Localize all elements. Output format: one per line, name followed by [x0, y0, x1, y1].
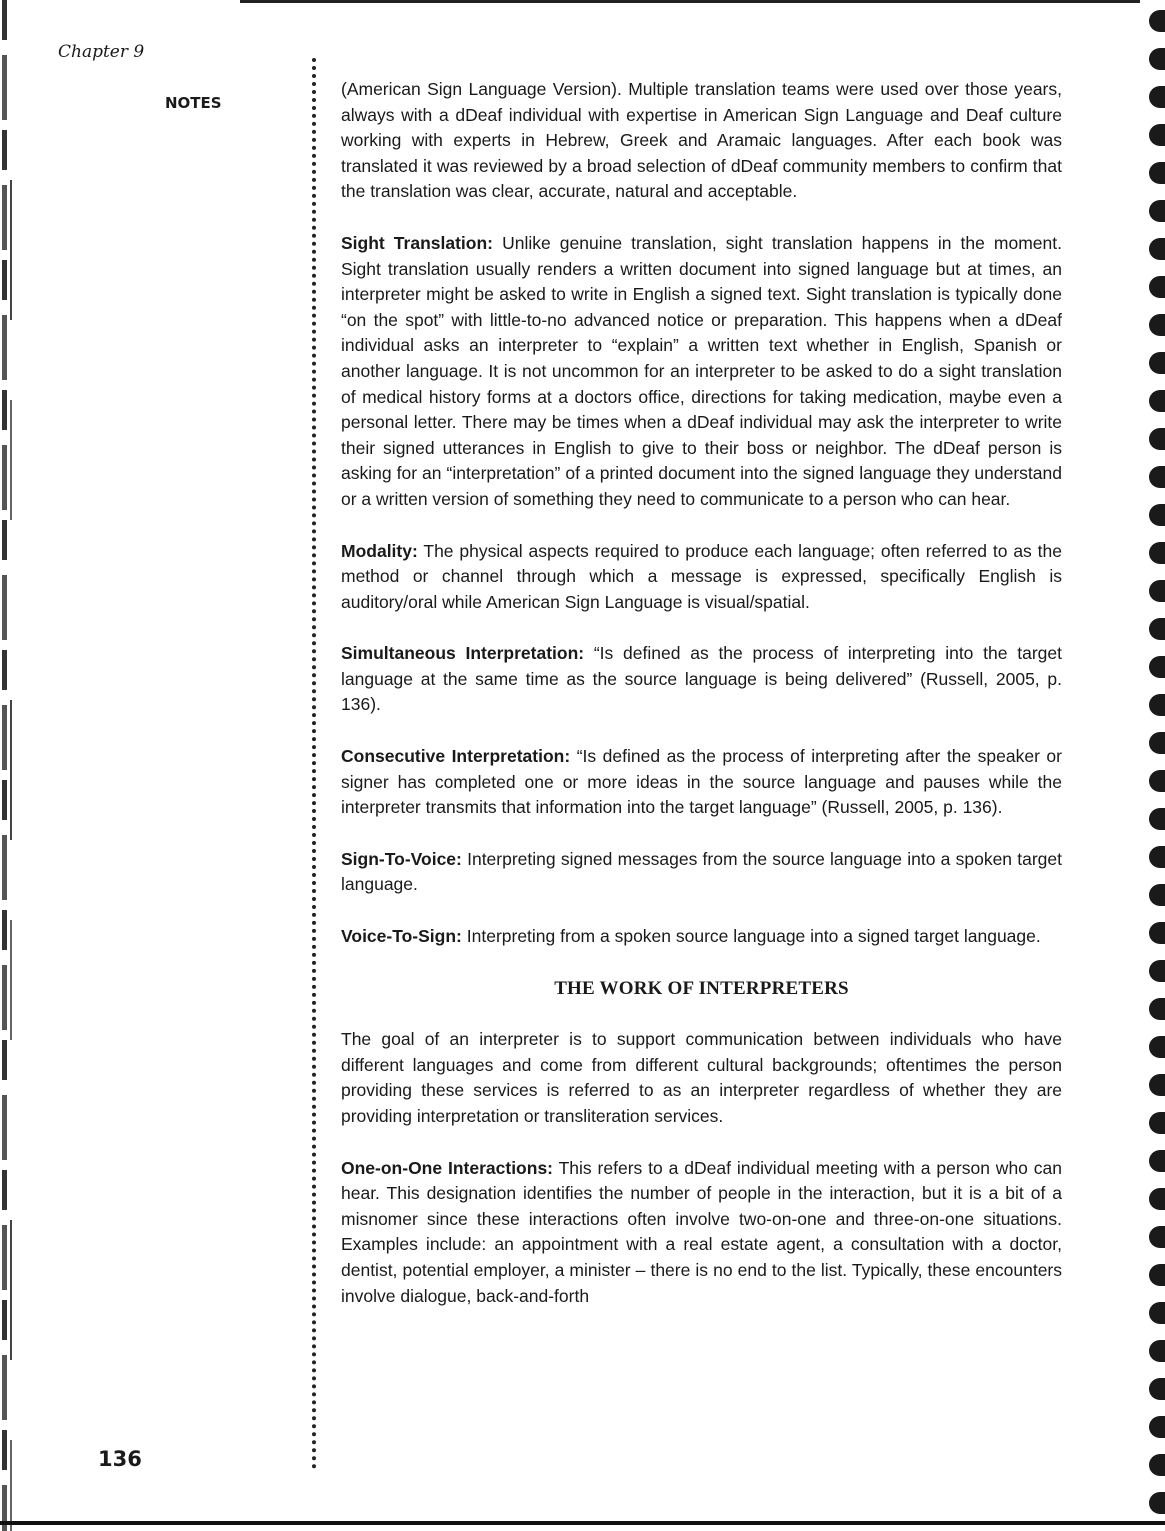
term: Consecutive Interpretation: [341, 746, 571, 767]
binding-hole [1149, 1416, 1165, 1438]
body-text [341, 77, 1062, 1335]
paragraph [341, 231, 1062, 513]
paragraph [341, 924, 1062, 950]
paragraph-text: The physical aspects required to produce each language; often referred to as the method or channel through which a message is expressed, specifically English is auditory/oral while American Sign Language is visual/spatial. [341, 540, 1062, 612]
paragraph-text: “Is defined as the process of interpreting into the target language at the same time as the source language is being delivered” (Russell, 2005, p. 136). [341, 643, 1062, 715]
bottom-scan-border [0, 1521, 1165, 1525]
binding-hole [1149, 48, 1165, 70]
binding-hole [1149, 124, 1165, 146]
binding-hole [1149, 1302, 1165, 1324]
term: Sign-To-Voice: [341, 848, 462, 869]
binding-hole [1149, 960, 1165, 982]
binding-hole [1149, 276, 1165, 298]
binding-hole [1149, 808, 1165, 830]
notes-divider [312, 58, 316, 1470]
binding-hole [1149, 428, 1165, 450]
binding-hole [1149, 238, 1165, 260]
binding-hole [1149, 162, 1165, 184]
paragraph-text: Interpreting signed messages from the source language into a spoken target language. [341, 848, 1062, 895]
binding-hole [1149, 884, 1165, 906]
paragraph-text: (American Sign Language Version). Multiple translation teams were used over those years, always with a dDeaf individual with expertise in American Sign Language and Deaf culture working with experts in Hebrew, Greek and Aramaic languages. After each book was translated it was reviewed by a broad selection of dDeaf community members to confirm that the translation was clear, accurate, natural and acceptable. [341, 79, 1062, 202]
binding-hole [1149, 770, 1165, 792]
binding-hole [1149, 846, 1165, 868]
binding-hole [1149, 86, 1165, 108]
binding-hole [1149, 314, 1165, 336]
binding-hole [1149, 466, 1165, 488]
term: One-on-One Interactions: [341, 1157, 554, 1178]
term: Voice-To-Sign: [341, 926, 462, 947]
binding-hole [1149, 10, 1165, 32]
binding-hole [1149, 1150, 1165, 1172]
binding-hole [1149, 352, 1165, 374]
paragraph [341, 744, 1062, 821]
paragraph-text: This refers to a dDeaf individual meeting with a person who can hear. This designation identifies the number of people in the interaction, but it is a bit of a misnomer since these interactions often involve two-on-one and three-on-one situations. Examples include: an appointment with a real estate agent, a consultation with a doctor, dentist, potential employer, a minister – there is no end to the list. Typically, these encounters involve dialogue, back-and-forth [341, 1157, 1063, 1306]
paragraph-text: Interpreting from a spoken source language into a signed target language. [466, 926, 1041, 947]
left-scan-edge-inner [10, 0, 12, 1531]
term: Simultaneous Interpretation: [341, 643, 585, 664]
paragraph [341, 77, 1062, 205]
binding-hole [1149, 1264, 1165, 1286]
binding-holes [1145, 10, 1165, 1531]
paragraph-text: The goal of an interpreter is to support communication between individuals who have different languages and come from different cultural backgrounds; oftentimes the person providing these services is referred to as an interpreter regardless of whether they are providing interpretation or transliteration services. [341, 1029, 1062, 1126]
binding-hole [1149, 732, 1165, 754]
binding-hole [1149, 1492, 1165, 1514]
paragraph-text: “Is defined as the process of interpreting after the speaker or signer has completed one or more ideas in the source language and pauses while the interpreter transmits that information into the target language” (Russell, 2005, p. 136). [341, 746, 1062, 818]
binding-hole [1149, 1036, 1165, 1058]
left-scan-edge [2, 0, 7, 1531]
paragraph [341, 1156, 1062, 1310]
binding-hole [1149, 998, 1165, 1020]
binding-hole [1149, 1340, 1165, 1362]
paragraph [341, 847, 1062, 898]
paragraph-text: Unlike genuine translation, sight translation happens in the moment. Sight translation usually renders a written document into signed language but at times, an interpreter might be asked to write in English a signed text. Sight translation is typically done “on the spot” with little-to-no advanced notice or preparation. This happens when a dDeaf individual asks an interpreter to “explain” a written text whether in English, Spanish or another language. It is not uncommon for an interpreter to be asked to do a sight translation of medical history forms at a doctors office, directions for taking medication, maybe even a personal letter. There may be times when a dDeaf individual may ask the interpreter to write their signed utterances in English to give to their boss or neighbor. The dDeaf person is asking for an “interpretation” of a printed document into the signed language they understand or a written version of something they need to communicate to a person who can hear. [341, 232, 1062, 509]
binding-hole [1149, 390, 1165, 412]
term: Modality: [341, 540, 418, 561]
binding-hole [1149, 694, 1165, 716]
term: Sight Translation: [341, 232, 493, 253]
binding-hole [1149, 618, 1165, 640]
binding-hole [1149, 504, 1165, 526]
page-number: 136 [98, 1447, 142, 1471]
binding-hole [1149, 200, 1165, 222]
binding-hole [1149, 1074, 1165, 1096]
notes-label: NOTES [165, 94, 222, 112]
binding-hole [1149, 1188, 1165, 1210]
chapter-label: Chapter 9 [58, 42, 145, 62]
binding-hole [1149, 1112, 1165, 1134]
binding-hole [1149, 580, 1165, 602]
binding-hole [1149, 1226, 1165, 1248]
binding-hole [1149, 542, 1165, 564]
binding-hole [1149, 922, 1165, 944]
paragraph [341, 539, 1062, 616]
top-scan-border [240, 0, 1140, 3]
binding-hole [1149, 656, 1165, 678]
binding-hole [1149, 1454, 1165, 1476]
paragraph [341, 1027, 1062, 1129]
paragraph [341, 641, 1062, 718]
binding-hole [1149, 1378, 1165, 1400]
section-heading: THE WORK OF INTERPRETERS [554, 977, 849, 999]
